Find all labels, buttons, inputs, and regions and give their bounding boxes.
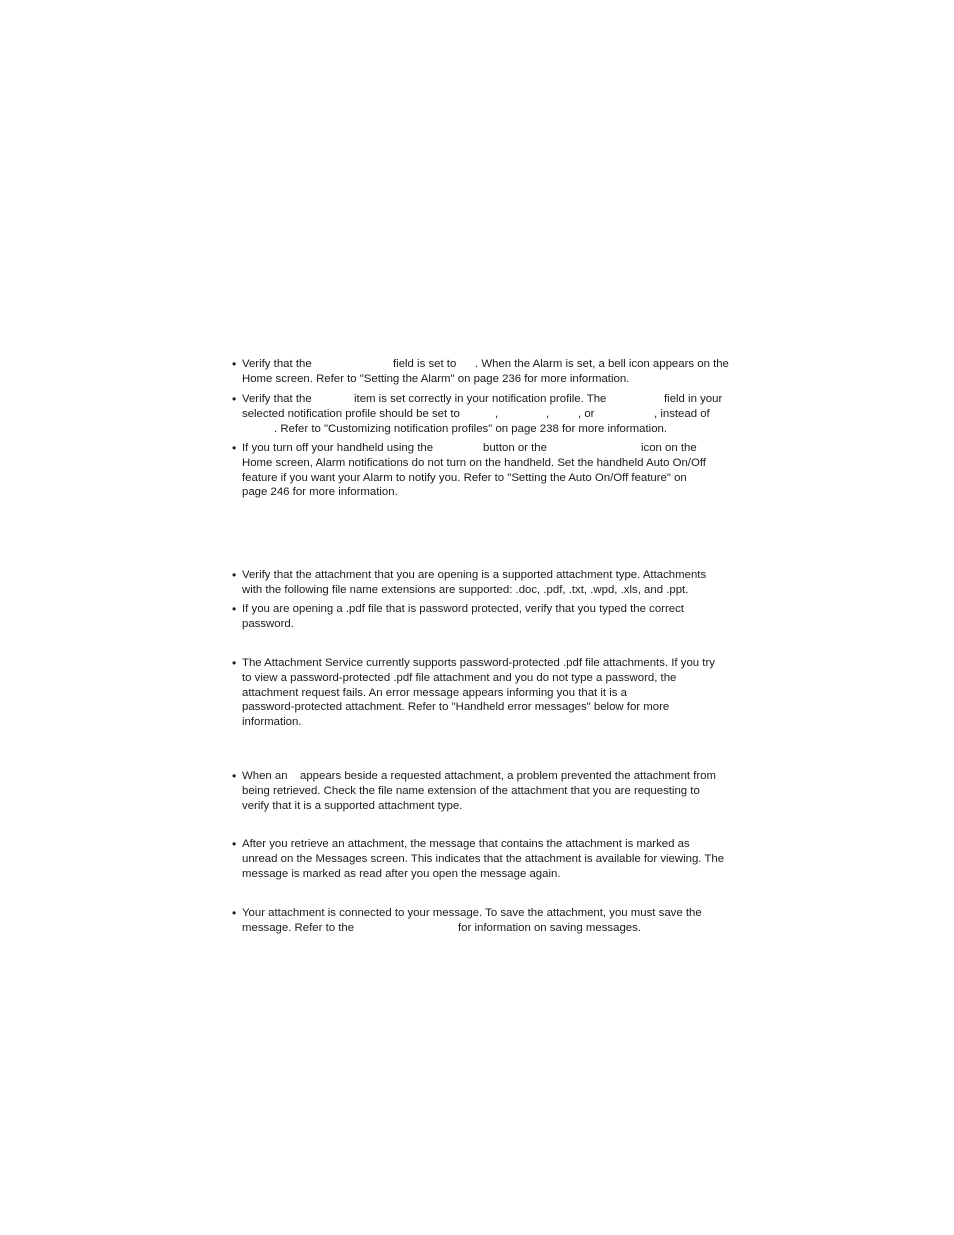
text-segment: If you turn off your handheld using the — [242, 442, 434, 454]
text-line — [242, 602, 732, 617]
text-segment: verify that it is a supported attachment type. — [242, 799, 463, 812]
text-segment: . Refer to "Customizing notification profiles" on page 238 for more information. — [274, 422, 668, 435]
text-segment: If you are opening a .pdf file that is password protected, verify that you typed the correct — [242, 603, 684, 615]
text-segment: information. — [242, 716, 302, 729]
text-segment: item is set correctly in your notification profile. The — [354, 393, 607, 405]
text-line — [242, 837, 732, 852]
text-line — [242, 392, 732, 407]
text-line — [242, 422, 732, 437]
text-segment: . When the Alarm is set, a bell icon appears on the — [475, 358, 729, 370]
text-segment: Verify that the — [242, 393, 312, 405]
text-segment: The Attachment Service currently supports password-protected .pdf file attachments. If you try — [242, 657, 715, 669]
text-segment: field is set to — [393, 358, 457, 370]
text-segment: password-protected attachment. Refer to "Handheld error messages" below for more — [242, 701, 670, 714]
text-segment: unread on the Messages screen. This indicates that the attachment is available for viewing. The — [242, 852, 725, 865]
bullet-mark: • — [232, 602, 237, 616]
text-segment: appears beside a requested attachment, a problem prevented the attachment from — [300, 770, 717, 782]
text-segment: password. — [242, 617, 294, 630]
text-segment: being retrieved. Check the file name extension of the attachment that you are requesting to — [242, 784, 700, 797]
text-line — [242, 700, 732, 715]
text-line — [242, 671, 732, 686]
text-line — [242, 372, 732, 387]
text-segment: button or the — [483, 442, 547, 454]
text-line — [242, 921, 732, 936]
text-line — [242, 852, 732, 867]
text-line — [242, 906, 732, 921]
text-line — [242, 617, 732, 632]
bullet-mark: • — [232, 656, 237, 670]
text-segment: message is marked as read after you open the message again. — [242, 867, 561, 880]
text-line — [242, 568, 732, 583]
text-segment: page 246 for more information. — [242, 486, 398, 499]
text-segment: Verify that the attachment that you are opening is a supported attachment type. Attachments — [242, 569, 707, 581]
text-segment: When an — [242, 770, 288, 782]
text-line — [242, 485, 732, 500]
text-line — [242, 471, 732, 486]
text-segment: Home screen. Refer to "Setting the Alarm" on page 236 for more information. — [242, 372, 630, 385]
text-line — [242, 799, 732, 814]
bullet-mark: • — [232, 357, 237, 371]
text-segment: message. Refer to the — [242, 921, 355, 934]
bullet-mark: • — [232, 392, 237, 406]
bullet-mark: • — [232, 906, 237, 920]
text-segment: , — [495, 407, 499, 420]
text-line — [242, 441, 732, 456]
text-segment: Verify that the — [242, 358, 312, 370]
text-segment: icon on the — [641, 442, 697, 454]
bullet-mark: • — [232, 769, 237, 783]
text-segment: with the following file name extensions are supported: .doc, .pdf, .txt, .wpd, .xls, and .ppt. — [242, 583, 689, 596]
text-line — [242, 583, 732, 598]
bullet-mark: • — [232, 837, 237, 851]
text-segment: field in your — [664, 393, 723, 405]
text-line — [242, 769, 732, 784]
text-line — [242, 686, 732, 701]
text-line — [242, 407, 732, 422]
text-line — [242, 715, 732, 730]
text-line — [242, 456, 732, 471]
text-segment: attachment request fails. An error message appears informing you that it is a — [242, 686, 627, 699]
text-segment: for information on saving messages. — [458, 921, 641, 934]
text-segment: , — [546, 407, 550, 420]
text-segment: feature if you want your Alarm to notify you. Refer to "Setting the Auto On/Off feature" on — [242, 471, 687, 484]
text-segment: Your attachment is connected to your message. To save the attachment, you must save the — [242, 907, 702, 919]
text-segment: , or — [578, 407, 595, 420]
text-line — [242, 784, 732, 799]
text-line — [242, 656, 732, 671]
bullet-mark: • — [232, 441, 237, 455]
text-segment: After you retrieve an attachment, the message that contains the attachment is marked as — [242, 838, 690, 850]
text-segment: to view a password-protected .pdf file attachment and you do not type a password, the — [242, 671, 677, 684]
text-segment: , instead of — [654, 407, 710, 420]
text-line — [242, 357, 732, 372]
text-line — [242, 867, 732, 882]
text-segment: Home screen, Alarm notifications do not turn on the handheld. Set the handheld Auto On/Off — [242, 456, 706, 469]
bullet-mark: • — [232, 568, 237, 582]
text-segment: selected notification profile should be set to — [242, 407, 460, 420]
